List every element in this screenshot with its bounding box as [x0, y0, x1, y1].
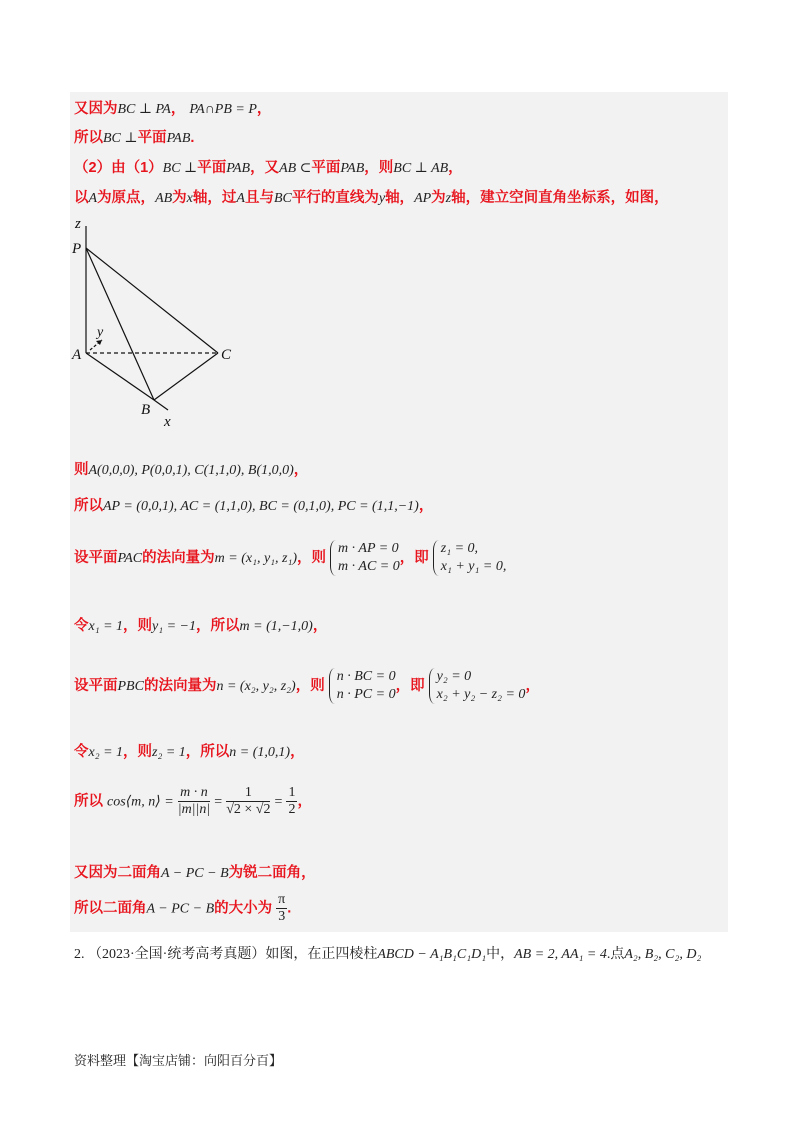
label-A: A: [72, 347, 82, 363]
math: A: [88, 191, 98, 206]
numerator: 1: [288, 785, 296, 800]
numerator: π: [278, 892, 286, 907]
question-text: （2023·全国·统考高考真题）如图，在正四棱柱: [88, 947, 378, 962]
solution-line-1: [74, 97, 271, 118]
math: PAB: [226, 161, 251, 176]
text: 为锐二面角，: [228, 865, 316, 881]
text: 平行的直线为: [291, 190, 379, 206]
label-x: x: [164, 414, 171, 430]
equation: n · PC = 0: [336, 687, 396, 702]
text: .: [190, 130, 195, 146]
text: 所以: [74, 498, 103, 514]
math: PAB: [166, 131, 191, 146]
text: 的法向量为: [143, 677, 217, 694]
math: PAB: [340, 161, 365, 176]
text: 所以二面角: [74, 900, 147, 917]
math: A − PC − B: [161, 866, 229, 881]
math: AB = 2, AA₁ = 4: [514, 947, 607, 962]
text: 为: [172, 190, 187, 206]
math: AP: [414, 191, 432, 206]
fraction: [178, 785, 211, 818]
text: ，: [418, 498, 434, 514]
text: ，所以: [196, 618, 240, 634]
math: x₂ = 1: [88, 745, 124, 760]
math: PA∩PB = P: [189, 102, 257, 117]
equation: m · AP = 0: [338, 541, 399, 556]
math: m = (x₁, y₁, z₁): [214, 550, 297, 566]
label-z: z: [75, 216, 81, 232]
math: PAC: [117, 550, 143, 566]
text: 轴，: [385, 190, 415, 206]
solution-line-9: [74, 668, 540, 704]
text: 且与: [244, 190, 274, 206]
numerator: m · n: [178, 785, 211, 802]
text: 设平面: [74, 549, 118, 566]
text: ，: [290, 744, 305, 760]
text: 的大小为: [214, 900, 273, 917]
numerator: 1: [226, 785, 270, 802]
solution-line-3: [74, 156, 463, 177]
equation: z₁ = 0,: [440, 541, 479, 556]
text: （2）由（1）: [74, 160, 163, 176]
math: BC ⊥: [162, 161, 198, 176]
equation-system: [433, 540, 507, 576]
text: ，又: [250, 160, 280, 176]
text: 轴，建立空间直角坐标系，如图，: [451, 190, 669, 206]
text: ，: [293, 462, 309, 478]
text: 所以: [74, 130, 103, 146]
text: ，则: [364, 160, 394, 176]
axis-x-line: [154, 400, 168, 410]
text: ，则: [297, 549, 326, 566]
text: 设平面: [74, 677, 118, 694]
math: A − PC − B: [146, 901, 215, 917]
solution-line-6: [74, 494, 433, 515]
math: BC ⊥ AB: [393, 161, 449, 176]
question-text: 中，: [486, 947, 515, 962]
equation: m · AC = 0: [338, 559, 400, 574]
denominator: |m||n|: [177, 802, 211, 817]
math: AP = (0,0,1), AC = (1,1,0), BC = (0,1,0), PC = (1,1,−1): [103, 499, 419, 514]
text: ，: [170, 101, 186, 117]
text: ，所以: [185, 744, 230, 760]
math: =: [214, 794, 223, 810]
solution-line-10: [74, 740, 305, 761]
text: 所以: [74, 793, 103, 810]
fraction: [286, 785, 297, 818]
text: 平面: [137, 130, 167, 146]
math: x: [186, 191, 193, 206]
solution-line-11: [74, 785, 312, 818]
equation-system: [330, 540, 400, 576]
math: BC: [273, 191, 292, 206]
math: ABCD − A₁B₁C₁D₁: [377, 947, 487, 962]
text: 轴，过: [192, 190, 237, 206]
text: 令: [74, 744, 89, 760]
equation: y₂ = 0: [436, 669, 472, 684]
denominator: 2: [288, 802, 296, 817]
math: A(0,0,0), P(0,0,1), C(1,1,0), B(1,0,0): [88, 463, 294, 478]
text: 为: [431, 190, 446, 206]
text: 平面: [311, 160, 341, 176]
math: BC ⊥: [103, 131, 138, 146]
solution-line-12: [74, 861, 316, 882]
math: m = (1,−1,0): [239, 619, 313, 634]
equation: n · BC = 0: [336, 669, 396, 684]
equation-system: [329, 668, 396, 704]
label-B: B: [141, 402, 151, 418]
fraction: [226, 785, 270, 818]
solution-line-8: [74, 614, 327, 635]
text: 的法向量为: [142, 549, 215, 566]
text: 为原点，: [97, 190, 156, 206]
equation: x₁ + y₁ = 0,: [440, 559, 507, 574]
text: 又因为: [74, 101, 118, 117]
label-P: P: [72, 241, 82, 257]
math: z: [445, 191, 452, 206]
math: n = (1,0,1): [229, 745, 291, 760]
denominator: √2 × √2: [226, 802, 271, 817]
math: n = (x₂, y₂, z₂): [216, 678, 296, 694]
solution-line-4: [74, 186, 669, 207]
text: ，则: [123, 618, 153, 634]
solution-line-5: [74, 458, 308, 479]
label-y: y: [97, 325, 104, 340]
coordinate-figure: [68, 212, 248, 434]
text: ，: [312, 618, 328, 634]
edge-BC: [154, 353, 218, 400]
text: 令: [74, 618, 89, 634]
equation-system: [429, 668, 526, 704]
math: BC ⊥ PA: [117, 102, 171, 117]
solution-line-2: [74, 126, 194, 147]
math: A₂, B₂, C₂, D₂: [624, 947, 702, 962]
axis-y-arrow: [96, 340, 102, 345]
text: 则: [74, 462, 89, 478]
text: 以: [74, 190, 89, 206]
math: cos⟨m, n⟩ =: [107, 794, 174, 810]
footer-text: 资料整理【淘宝店铺：向阳百分百】: [74, 1053, 283, 1068]
math: y: [378, 191, 386, 206]
question-text: .点: [606, 947, 625, 962]
math: AB: [155, 191, 173, 206]
denominator: 3: [278, 909, 286, 924]
text: ，即: [395, 677, 425, 694]
solution-line-13: [74, 892, 291, 925]
solution-line-7: [74, 540, 506, 576]
math: y₁ = −1: [152, 619, 197, 634]
math: AB ⊂: [279, 161, 312, 176]
edge-PC: [86, 248, 218, 353]
text: .: [287, 900, 292, 917]
math: z₂ = 1: [152, 745, 186, 760]
label-C: C: [221, 347, 232, 363]
question-2: [74, 943, 701, 963]
equation: x₂ + y₂ − z₂ = 0: [436, 687, 526, 702]
text: 平面: [197, 160, 227, 176]
text: ，即: [399, 549, 429, 566]
math: =: [274, 794, 283, 810]
text: ，: [448, 160, 463, 176]
text: ，则: [295, 677, 325, 694]
text: ，: [297, 793, 312, 810]
text: ，: [525, 677, 540, 694]
math: A: [236, 191, 245, 206]
question-number: 2.: [74, 947, 85, 962]
math: x₁ = 1: [88, 619, 124, 634]
text: ，: [256, 101, 272, 117]
fraction: [276, 892, 287, 925]
text: 又因为二面角: [74, 865, 161, 881]
text: ，则: [123, 744, 153, 760]
math: PBC: [117, 678, 144, 694]
